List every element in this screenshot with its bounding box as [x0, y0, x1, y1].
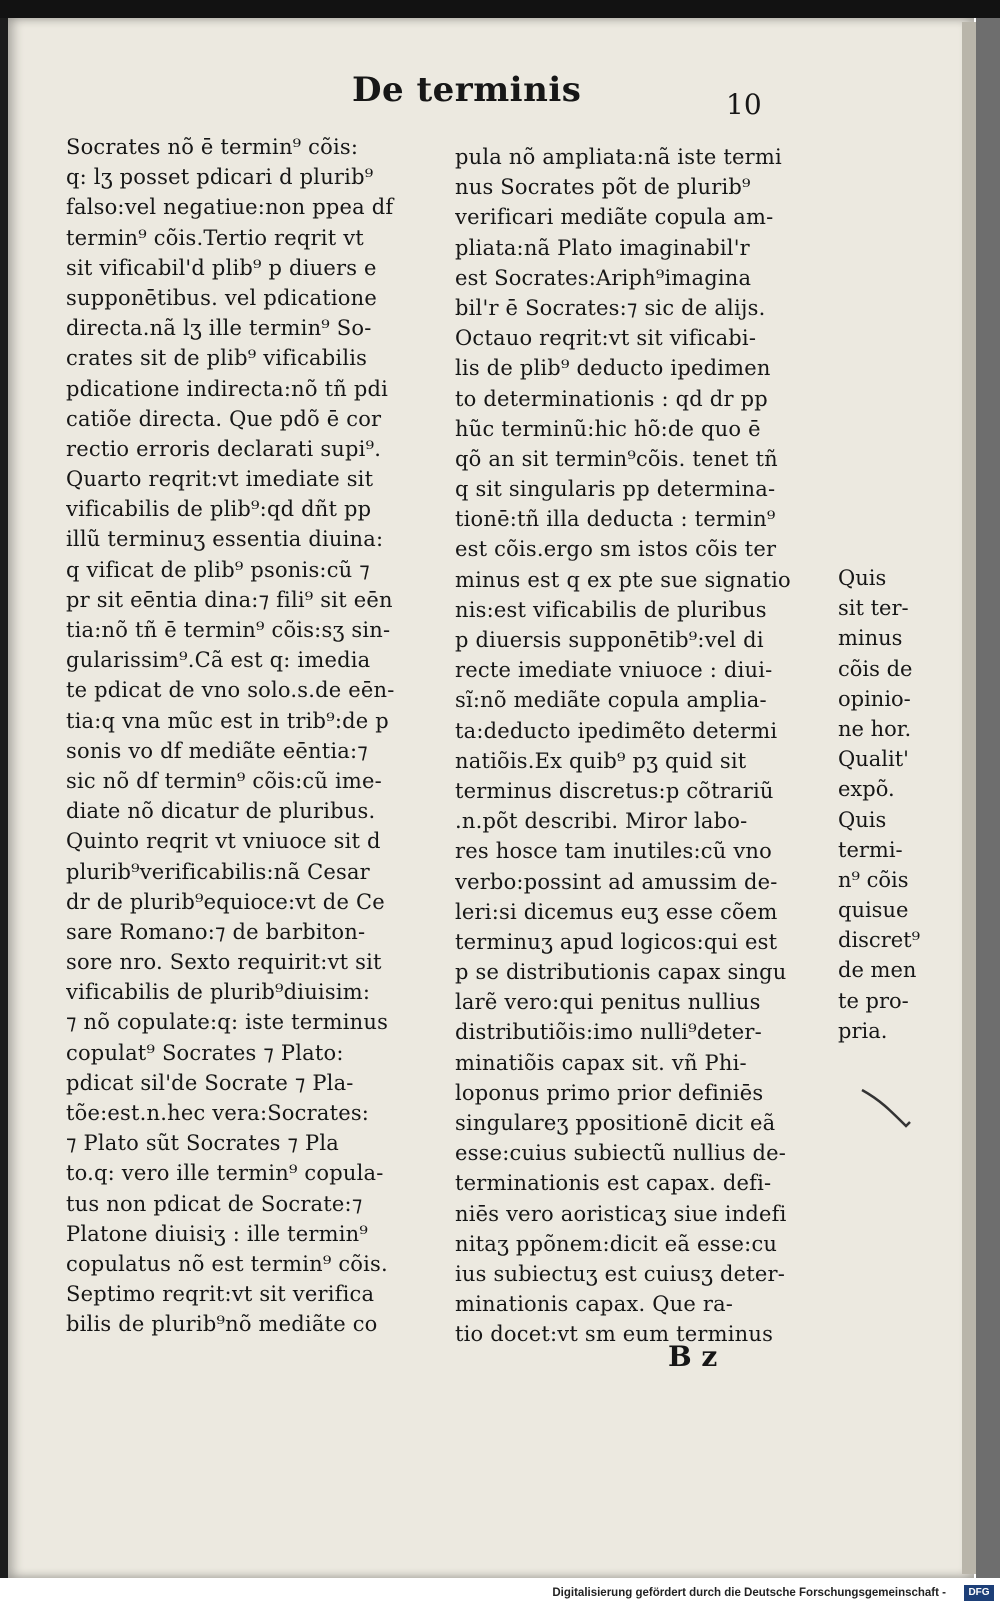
text-line: tionē:tñ illa deducta : termin⁹	[455, 507, 776, 532]
scanner-right-edge	[976, 18, 1000, 1578]
text-line: directa.nã lʒ ille termin⁹ So-	[66, 316, 372, 341]
text-line: pr sit eēntia dina:⁊ fili⁹ sit eēn	[66, 587, 393, 612]
text-line: to determinationis : qd dr pp	[455, 386, 768, 411]
text-line: verbo:possint ad amussim de-	[455, 869, 778, 894]
text-line: natiõis.Ex quib⁹ pʒ quid sit	[455, 748, 747, 773]
text-line: Platone diuisiʒ : ille termin⁹	[66, 1221, 368, 1246]
scanner-left-edge	[0, 18, 8, 1578]
text-line: sore nro. Sexto requirit:vt sit	[66, 950, 382, 975]
text-line: est cõis.ergo sm istos cõis ter	[455, 537, 777, 562]
text-line: p se distributionis capax singu	[455, 960, 787, 985]
text-line: qõ an sit termin⁹cõis. tenet tñ	[455, 446, 778, 471]
text-line: hũc terminũ:hic hõ:de quo ē	[455, 416, 761, 441]
text-line: illũ terminuʒ essentia diuina:	[66, 527, 384, 552]
text-line: supponētibus. vel pdicatione	[66, 285, 377, 310]
text-line: pdicatione indirecta:nõ tñ pdi	[66, 376, 389, 401]
text-line: pliata:nã Plato imaginabil'r	[455, 235, 750, 260]
text-line: larẽ vero:qui penitus nullius	[455, 990, 761, 1015]
text-line: sonis vo df mediãte eēntia:⁊	[66, 738, 368, 763]
text-line: Socrates nõ ē termin⁹ cõis:	[66, 135, 359, 159]
text-line: tia:nõ tñ ē termin⁹ cõis:sʒ sin-	[66, 618, 391, 642]
running-title: De terminis	[352, 70, 582, 110]
text-line: singulareʒ ppositionē dicit eã	[455, 1111, 776, 1135]
text-line: leri:si dicemus euʒ esse cõem	[455, 899, 778, 924]
page-edge-stack	[962, 22, 976, 1574]
text-line: sic nõ df termin⁹ cõis:cũ ime-	[66, 768, 382, 793]
text-line: quisue	[838, 898, 909, 923]
pen-mark	[860, 1086, 960, 1146]
text-line: to.q: vero ille termin⁹ copula-	[66, 1161, 384, 1186]
text-line: sit ter-	[838, 596, 909, 621]
text-line: gularissim⁹.Cã est q: imedia	[66, 648, 371, 673]
text-line: q: lʒ posset pdicari d plurib⁹	[66, 165, 374, 190]
text-line: lis de plib⁹ deducto ipedimen	[455, 356, 771, 381]
text-line: nis:est vificabilis de pluribus	[455, 597, 767, 622]
text-line: minus	[838, 626, 903, 651]
text-line: minationis capax. Que ra-	[455, 1292, 734, 1317]
text-column-left	[66, 132, 446, 1340]
text-line: plurib⁹verificabilis:nã Cesar	[66, 859, 370, 884]
text-line: minus est q ex pte sue signatio	[455, 567, 791, 592]
text-line: dr de plurib⁹equioce:vt de Ce	[66, 889, 385, 914]
text-line: pdicat sil'de Socrate ⁊ Pla-	[66, 1070, 354, 1095]
text-line: te pdicat de vno solo.s.de eēn-	[66, 678, 395, 703]
text-line: nitaʒ ppõnem:dicit eã esse:cu	[455, 1231, 778, 1256]
text-line: terminus discretus:p cõtrariũ	[455, 778, 774, 803]
text-line: catiõe directa. Que pdõ ē cor	[66, 406, 382, 431]
text-line: verificari mediãte copula am-	[455, 205, 774, 230]
text-line: diate nõ dicatur de pluribus.	[66, 799, 376, 824]
folio-number: 10	[726, 88, 762, 121]
text-line: vificabilis de plib⁹:qd dñt pp	[66, 497, 372, 522]
text-line: .n.põt describi. Miror labo-	[455, 809, 748, 834]
text-column-right	[455, 142, 845, 1350]
text-line: copulat⁹ Socrates ⁊ Plato:	[66, 1040, 344, 1065]
text-line: vificabilis de plurib⁹diuisim:	[66, 980, 371, 1005]
text-line: sare Romano:⁊ de barbiton-	[66, 919, 366, 944]
text-line: q vificat de plib⁹ psonis:cũ ⁊	[66, 557, 370, 582]
text-line: niēs vero aoristicaʒ siue indefi	[455, 1201, 787, 1226]
text-line: ius subiectuʒ est cuiusʒ deter-	[455, 1261, 786, 1286]
text-line: nus Socrates põt de plurib⁹	[455, 175, 751, 200]
scanner-top-band	[0, 0, 1000, 18]
text-line: res hosce tam inutiles:cũ vno	[455, 839, 772, 864]
text-line: bilis de plurib⁹nõ mediãte co	[66, 1312, 378, 1337]
text-line: de men	[838, 958, 917, 983]
text-line: discret⁹	[838, 928, 921, 953]
text-line: tia:q vna mũc est in trib⁹:de p	[66, 708, 389, 733]
text-line: ta:deducto ipedimẽto determi	[455, 718, 778, 743]
text-line: falso:vel negatiue:non ppea df	[66, 195, 394, 220]
text-line: pula nõ ampliata:nã iste termi	[455, 145, 782, 169]
text-line: ⁊ nõ copulate:q: iste terminus	[66, 1010, 389, 1035]
text-line: sĩ:nõ mediãte copula amplia-	[455, 688, 767, 713]
text-line: distributiõis:imo nulli⁹deter-	[455, 1020, 762, 1045]
text-line: te pro-	[838, 988, 909, 1013]
text-line: pria.	[838, 1018, 888, 1043]
text-line: Octauo reqrit:vt sit vificabi-	[455, 326, 757, 351]
text-line: est Socrates:Ariph⁹imagina	[455, 265, 752, 290]
text-line: expõ.	[838, 777, 895, 802]
text-line: crates sit de plib⁹ vificabilis	[66, 346, 368, 371]
text-line: rectio erroris declarati supi⁹.	[66, 436, 382, 461]
digitization-credit: Digitalisierung gefördert durch die Deutsche Forschungsgemeinschaft -	[552, 1587, 946, 1599]
text-line: ⁊ Plato sũt Socrates ⁊ Pla	[66, 1131, 340, 1156]
text-line: Septimo reqrit:vt sit verifica	[66, 1282, 375, 1307]
text-line: tõe:est.n.hec vera:Socrates:	[66, 1101, 370, 1125]
text-line: tus non pdicat de Socrate:⁊	[66, 1191, 363, 1216]
text-line: Quarto reqrit:vt imediate sit	[66, 467, 374, 492]
text-line: copulatus nõ est termin⁹ cõis.	[66, 1251, 388, 1276]
marginal-notes	[838, 563, 938, 1046]
text-line: loponus primo prior definiēs	[455, 1080, 764, 1105]
text-line: minatiõis capax sit. vñ Phi-	[455, 1050, 747, 1075]
text-line: Quis	[838, 807, 887, 832]
text-line: termin⁹ cõis.Tertio reqrit vt	[66, 225, 364, 250]
text-line: Qualit'	[838, 747, 909, 772]
text-line: sit vificabil'd plib⁹ p diuers e	[66, 255, 377, 280]
text-line: ne hor.	[838, 716, 912, 741]
text-line: Quis	[838, 566, 887, 590]
text-line: p diuersis supponētib⁹:vel di	[455, 628, 764, 652]
text-line: bil'r ē Socrates:⁊ sic de alijs.	[455, 295, 766, 320]
text-line: terminuʒ apud logicos:qui est	[455, 929, 778, 954]
text-line: n⁹ cõis	[838, 867, 909, 892]
text-line: recte imediate vniuoce : diui-	[455, 658, 773, 683]
text-line: tio docet:vt sm eum terminus	[455, 1322, 774, 1347]
text-line: q sit singularis pp determina-	[455, 477, 776, 502]
text-line: cõis de	[838, 656, 913, 681]
text-line: opinio-	[838, 686, 911, 711]
text-line: terminationis est capax. defi-	[455, 1171, 772, 1196]
signature-mark: B z	[668, 1340, 718, 1373]
text-line: termi-	[838, 837, 903, 862]
text-line: Quinto reqrit vt vniuoce sit d	[66, 829, 381, 854]
text-line: esse:cuius subiectũ nullius de-	[455, 1141, 787, 1166]
dfg-logo: DFG	[964, 1585, 994, 1601]
